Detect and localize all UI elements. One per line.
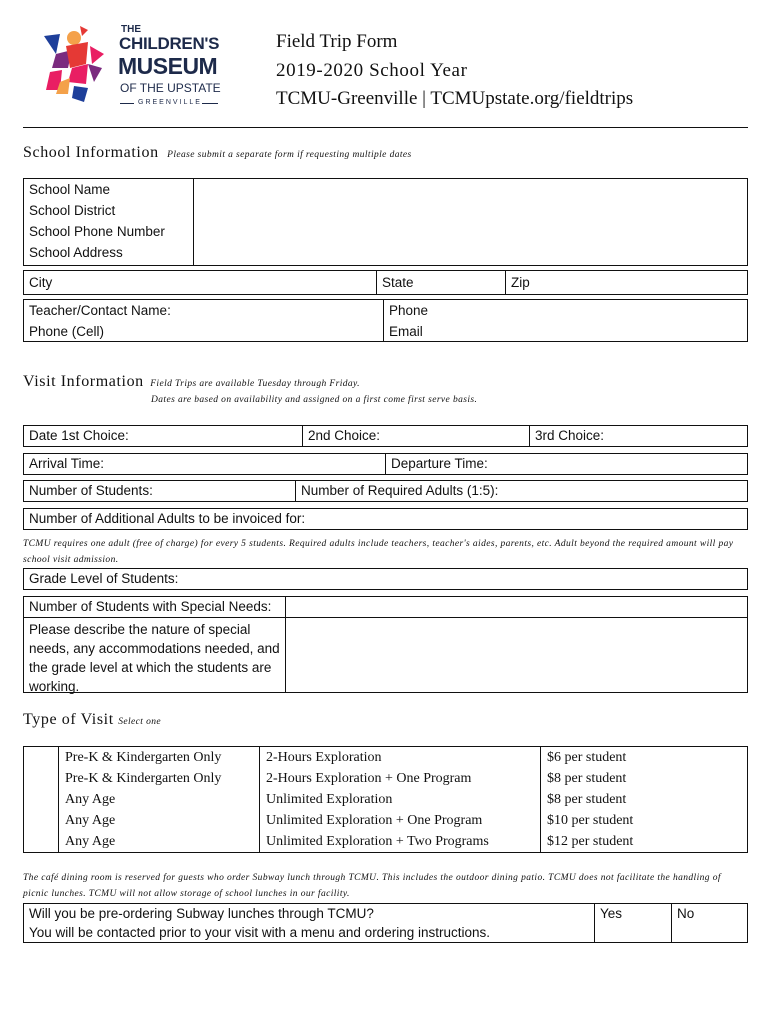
subway-lunch-no-option[interactable]: No bbox=[677, 906, 695, 921]
type-of-visit-heading: Type of Visit bbox=[23, 711, 114, 728]
logo-line5: GREENVILLE bbox=[138, 99, 202, 106]
visit-type-age: Any Age bbox=[59, 831, 260, 853]
teacher-contact-label[interactable]: Teacher/Contact Name: bbox=[29, 303, 171, 318]
visit-type-row[interactable] bbox=[24, 831, 748, 853]
visit-type-row[interactable] bbox=[24, 789, 748, 810]
zip-label[interactable]: Zip bbox=[511, 275, 530, 290]
adult-requirement-note: TCMU requires one adult (free of charge) for every 5 students. Required adults include teachers, teacher's aides, parents, etc. Adult beyond the required amount will pay school visit admission. bbox=[23, 539, 734, 565]
school-name-field[interactable] bbox=[194, 179, 747, 200]
museum-logo-icon bbox=[38, 24, 120, 110]
special-needs-describe-label: Please describe the nature of special needs, any accommodations needed, and the grade level at which the students are working. bbox=[29, 622, 280, 694]
contact-phone-label[interactable]: Phone bbox=[389, 303, 429, 318]
additional-adults-label[interactable]: Number of Additional Adults to be invoiced for: bbox=[29, 511, 306, 526]
visit-type-select-cell[interactable] bbox=[24, 768, 59, 789]
arrival-time-label[interactable]: Arrival Time: bbox=[29, 456, 105, 471]
visit-type-select-cell[interactable] bbox=[24, 810, 59, 831]
number-of-students-label[interactable]: Number of Students: bbox=[29, 483, 153, 498]
visit-info-heading-row bbox=[23, 373, 360, 391]
school-district-label: School District bbox=[29, 203, 116, 218]
visit-type-price: $6 per student bbox=[541, 747, 748, 769]
visit-type-select-cell[interactable] bbox=[24, 747, 59, 769]
logo-rule-left bbox=[120, 103, 134, 104]
cafe-lunch-note: The café dining room is reserved for guests who order Subway lunch through TCMU. This includes the outdoor dining patio. TCMU does not facilitate the handling of picnic lunches. TCMU will not allow storage of school lunches in our facility. bbox=[23, 873, 721, 899]
visit-type-age: Pre-K & Kindergarten Only bbox=[59, 747, 260, 769]
state-label[interactable]: State bbox=[382, 275, 414, 290]
logo-line1: THE bbox=[121, 24, 141, 35]
date-choices-box bbox=[23, 425, 748, 447]
site-url: TCMU-Greenville | TCMUpstate.org/fieldtrips bbox=[276, 88, 634, 109]
phone-cell-label[interactable]: Phone (Cell) bbox=[29, 324, 105, 339]
school-year: 2019-2020 School Year bbox=[276, 60, 468, 81]
header-divider bbox=[23, 127, 748, 128]
visit-type-row[interactable] bbox=[24, 768, 748, 789]
visit-type-program: 2-Hours Exploration bbox=[260, 747, 541, 769]
school-district-field[interactable] bbox=[194, 200, 747, 221]
grade-level-label[interactable]: Grade Level of Students: bbox=[29, 571, 179, 586]
visit-type-select-cell[interactable] bbox=[24, 831, 59, 853]
type-of-visit-note: Select one bbox=[118, 717, 161, 727]
logo bbox=[38, 24, 228, 110]
school-info-heading-row bbox=[23, 144, 412, 162]
date-3rd-choice-label[interactable]: 3rd Choice: bbox=[535, 428, 605, 443]
logo-line2: CHILDREN'S bbox=[119, 34, 220, 53]
type-of-visit-heading-row bbox=[23, 711, 161, 729]
date-2nd-choice-label[interactable]: 2nd Choice: bbox=[308, 428, 381, 443]
special-needs-count-field[interactable] bbox=[286, 597, 747, 617]
visit-type-price: $8 per student bbox=[541, 768, 748, 789]
visit-type-program: Unlimited Exploration + Two Programs bbox=[260, 831, 541, 853]
visit-type-table bbox=[23, 746, 748, 853]
subway-lunch-question: Will you be pre-ordering Subway lunches through TCMU? bbox=[29, 906, 374, 921]
visit-type-program: 2-Hours Exploration + One Program bbox=[260, 768, 541, 789]
visit-info-note1: Field Trips are available Tuesday through Friday. bbox=[150, 379, 360, 389]
visit-type-age: Any Age bbox=[59, 789, 260, 810]
school-info-note: Please submit a separate form if requesting multiple dates bbox=[167, 150, 412, 160]
school-name-label: School Name bbox=[29, 182, 111, 197]
school-phone-label: School Phone Number bbox=[29, 224, 165, 239]
logo-rule-right bbox=[202, 103, 218, 104]
school-address-label: School Address bbox=[29, 245, 123, 260]
logo-line4: OF THE UPSTATE bbox=[120, 81, 221, 95]
school-phone-field[interactable] bbox=[194, 221, 747, 242]
subway-lunch-subtext: You will be contacted prior to your visit with a menu and ordering instructions. bbox=[29, 925, 490, 940]
visit-type-row[interactable] bbox=[24, 747, 748, 769]
logo-line3: MUSEUM bbox=[118, 53, 218, 79]
city-label[interactable]: City bbox=[29, 275, 53, 290]
visit-type-age: Any Age bbox=[59, 810, 260, 831]
visit-type-select-cell[interactable] bbox=[24, 789, 59, 810]
visit-type-program: Unlimited Exploration bbox=[260, 789, 541, 810]
school-address-field[interactable] bbox=[194, 242, 747, 265]
special-needs-describe-field[interactable] bbox=[286, 618, 747, 692]
form-title: Field Trip Form bbox=[276, 31, 398, 52]
date-1st-choice-label[interactable]: Date 1st Choice: bbox=[29, 428, 129, 443]
required-adults-label[interactable]: Number of Required Adults (1:5): bbox=[301, 483, 499, 498]
visit-info-note2: Dates are based on availability and assigned on a first come first serve basis. bbox=[151, 395, 478, 405]
subway-lunch-yes-option[interactable]: Yes bbox=[600, 906, 623, 921]
school-info-heading: School Information bbox=[23, 144, 159, 161]
visit-type-age: Pre-K & Kindergarten Only bbox=[59, 768, 260, 789]
visit-type-price: $12 per student bbox=[541, 831, 748, 853]
visit-type-program: Unlimited Exploration + One Program bbox=[260, 810, 541, 831]
departure-time-label[interactable]: Departure Time: bbox=[391, 456, 488, 471]
visit-info-heading: Visit Information bbox=[23, 373, 144, 390]
visit-type-price: $8 per student bbox=[541, 789, 748, 810]
visit-type-row[interactable] bbox=[24, 810, 748, 831]
special-needs-count-label: Number of Students with Special Needs: bbox=[29, 599, 272, 614]
email-label[interactable]: Email bbox=[389, 324, 423, 339]
visit-type-price: $10 per student bbox=[541, 810, 748, 831]
